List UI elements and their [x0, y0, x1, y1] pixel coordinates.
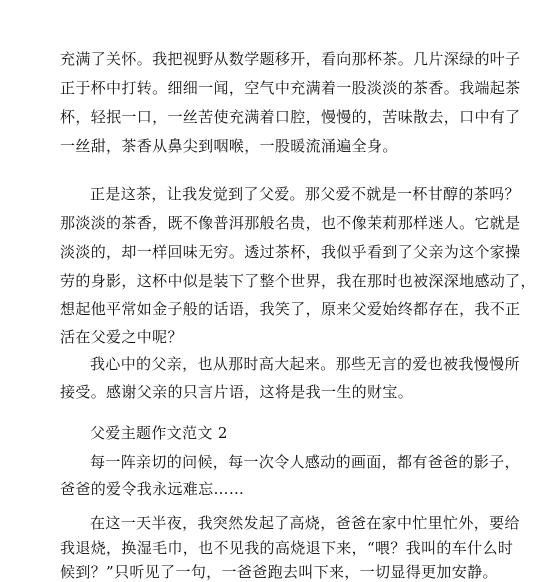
text-line: 充满了关怀。我把视野从数学题移开，看向那杯茶。几片深绿的叶子 — [60, 50, 521, 68]
text-line: 我退烧，换湿毛巾，也不见我的高烧退下来，“喂？我叫的车什么时 — [60, 539, 514, 557]
text-line: 接受。感谢父亲的只言片语，这将是我一生的财宝。 — [60, 383, 414, 401]
text-line: 正是这茶，让我发觉到了父爱。那父爱不就是一杯甘醇的茶吗？ — [90, 185, 520, 203]
text-line: 一丝甜，茶香从鼻尖到咽喉，一股暖流涌遍全身。 — [60, 137, 398, 155]
text-line: 淡淡的，却一样回味无穷。透过茶杯，我似乎看到了父亲为这个家操 — [60, 243, 521, 261]
text-line: 那淡淡的茶香，既不像普洱那般名贵，也不像茉莉那样迷人。它就是 — [60, 214, 521, 232]
text-line: 候到？”只听见了一句，一爸爸跑去叫下来，一切显得更加安静。 — [60, 563, 498, 581]
section-heading: 父爱主题作文范文 2 — [90, 424, 228, 442]
text-line: 我心中的父亲，也从那时高大起来。那些无言的爱也被我慢慢所 — [90, 355, 520, 373]
text-line: 劳的身影，这杯中似是装下了整个世界，我在那时也被深深地感动了， — [60, 272, 536, 290]
text-line: 每一阵亲切的问候，每一次令人感动的画面，都有爸爸的影子， — [90, 453, 520, 471]
text-line: 杯，轻抿一口，一丝苦使充满着口腔，慢慢的，苦味散去，口中有了 — [60, 108, 521, 126]
text-line: 活在父爱之中呢？ — [60, 328, 183, 346]
text-line: 正于杯中打转。细细一闻，空气中充满着一股淡淡的茶香。我端起茶 — [60, 79, 521, 97]
text-line: 在这一天半夜，我突然发起了高烧，爸爸在家中忙里忙外，要给 — [90, 514, 520, 532]
text-line: 爸爸的爱令我永远难忘…… — [60, 480, 245, 498]
text-line: 想起他平常如金子般的话语，我笑了，原来父爱始终都存在，我不正 — [60, 300, 521, 318]
